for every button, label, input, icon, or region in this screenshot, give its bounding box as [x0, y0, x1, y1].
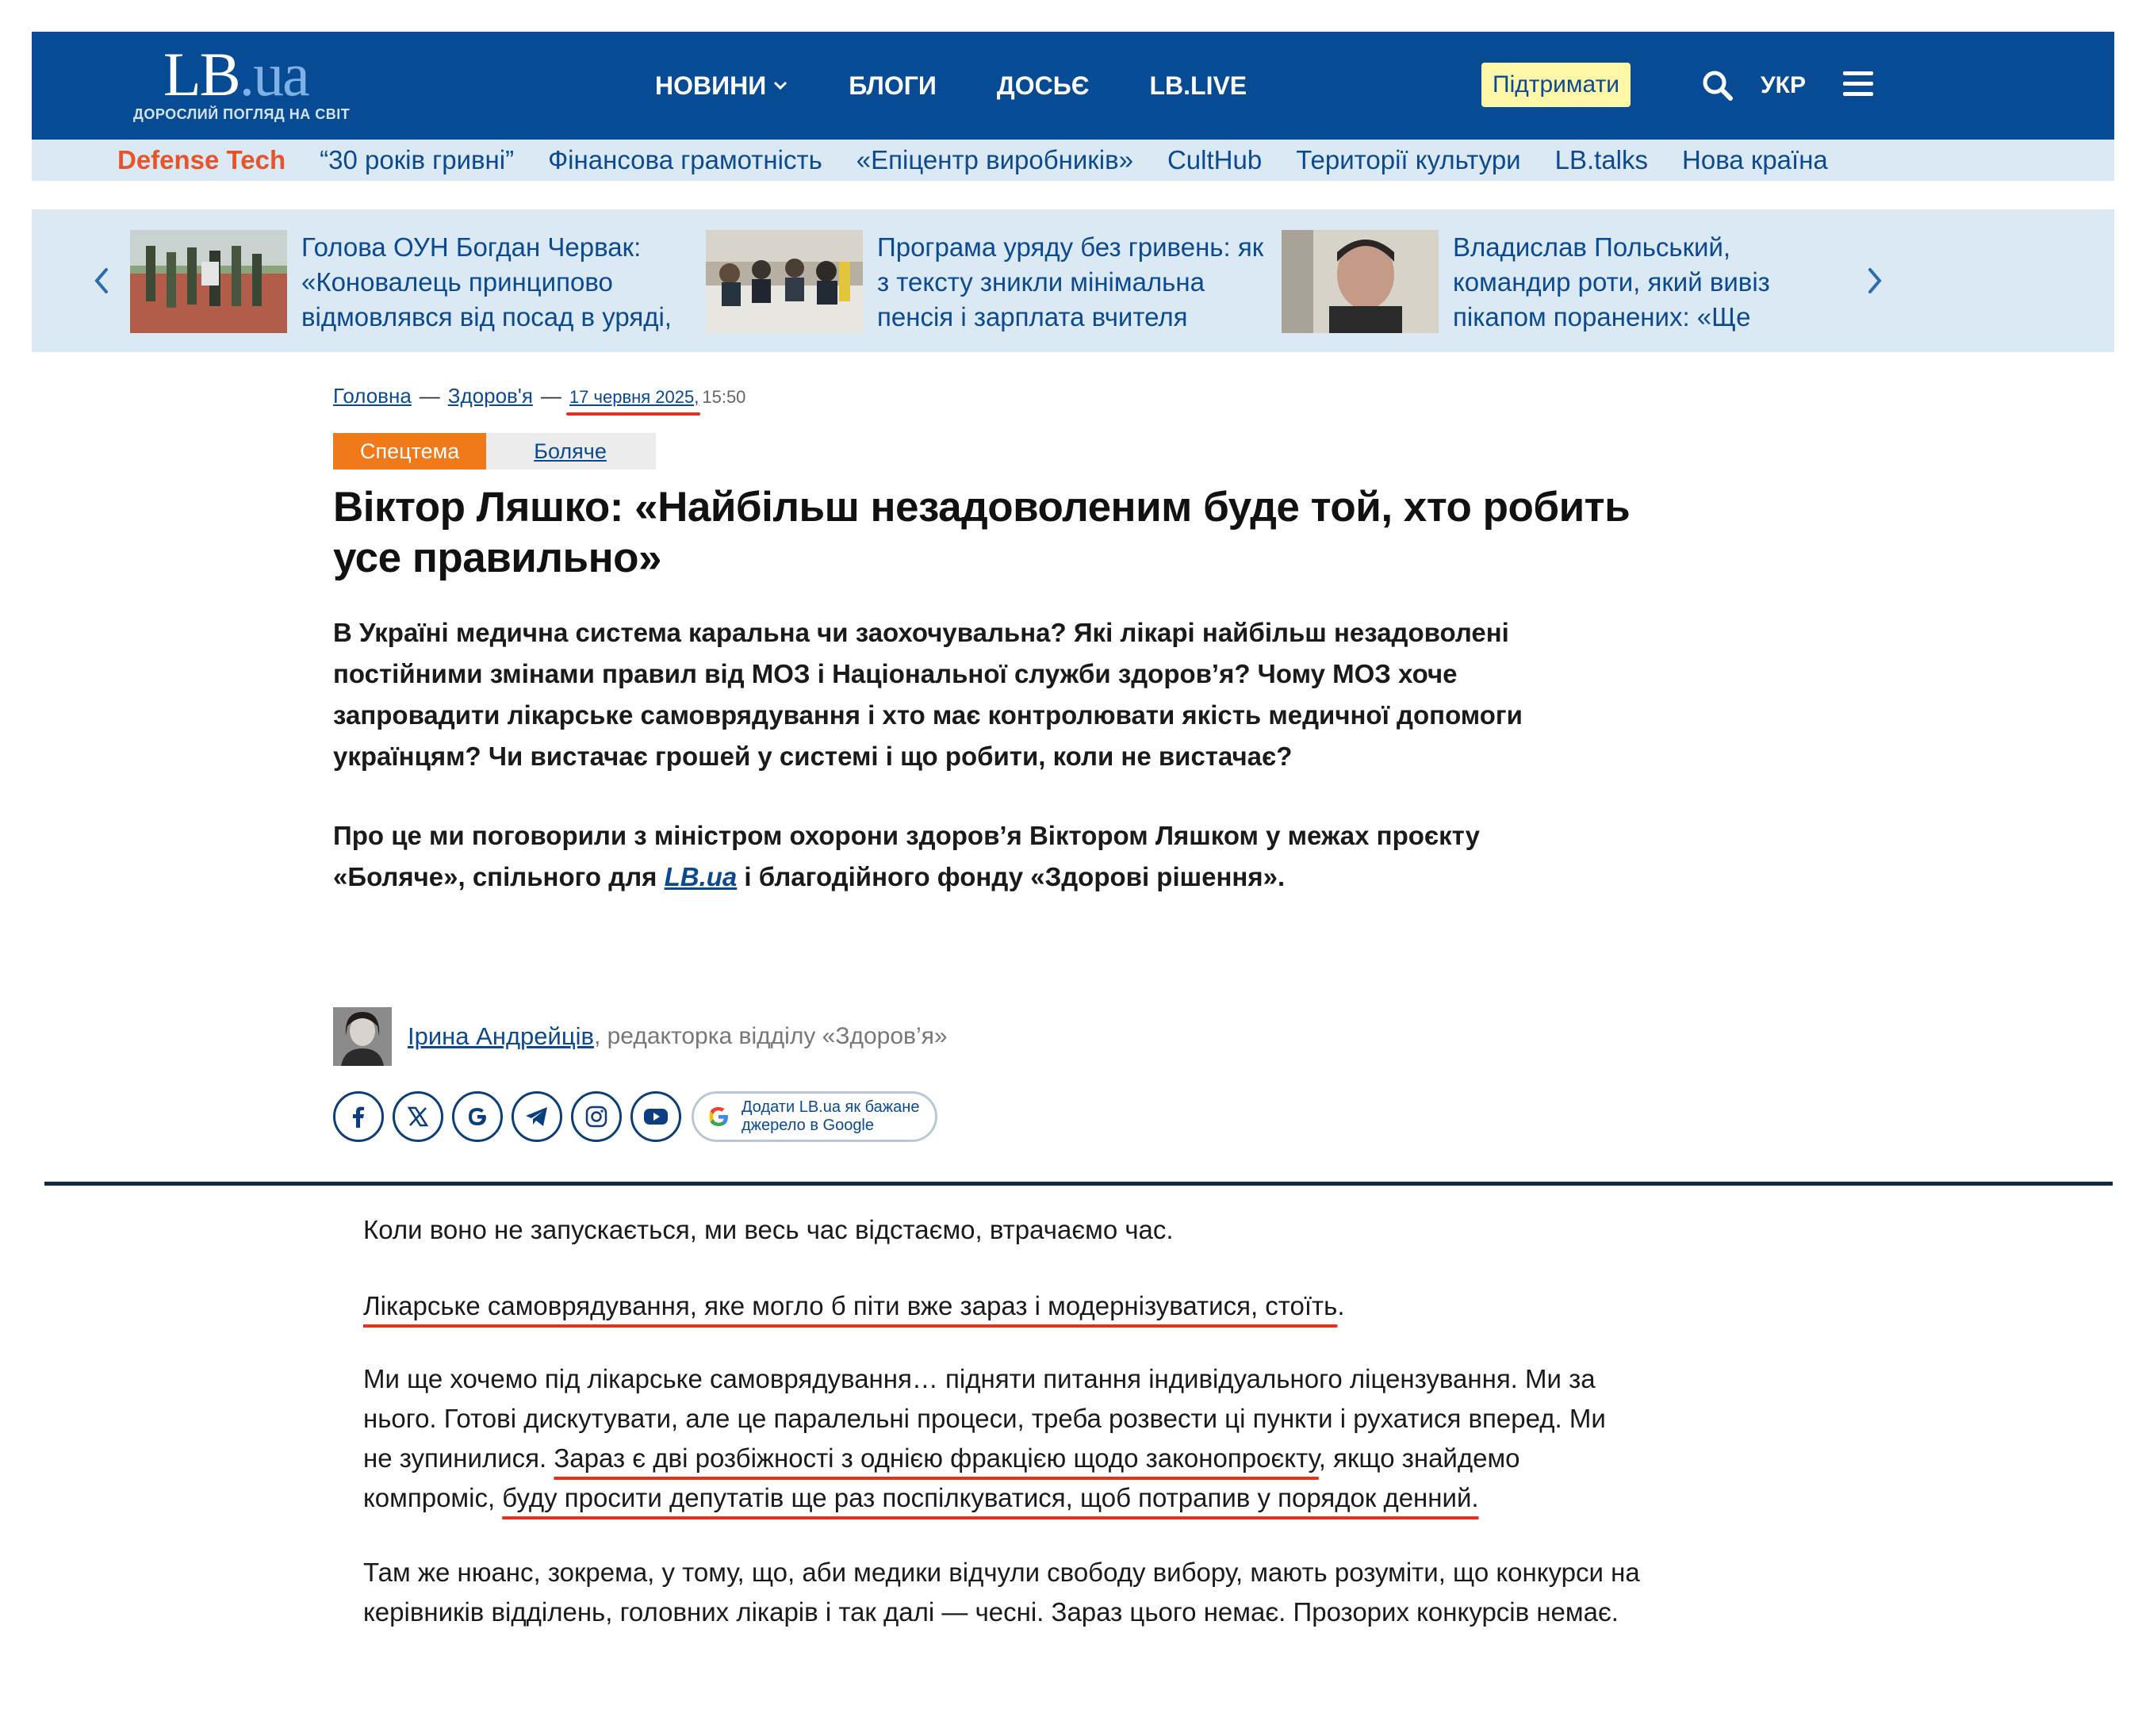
google-source-line2: джерело в Google [742, 1117, 875, 1134]
site-header [32, 32, 2114, 140]
youtube-icon [643, 1106, 669, 1127]
facebook-icon [347, 1105, 370, 1129]
body-paragraph [363, 1359, 1640, 1518]
section-divider [44, 1182, 2113, 1186]
card-title: Програма уряду без гривень: як з тексту зникли мінімальна пенсія і зарплата вчителя [877, 232, 1264, 331]
share-telegram-button[interactable] [512, 1091, 562, 1142]
card-thumbnail [130, 230, 287, 333]
paragraph-text: , якщо знайдемо компроміс, [363, 1443, 1520, 1512]
card-thumbnail [1282, 230, 1439, 333]
topics-bar [32, 140, 2114, 181]
google-preferred-source-button[interactable] [692, 1091, 937, 1142]
telegram-icon [524, 1105, 550, 1129]
nav-lb-live[interactable]: LB.LIVE [1149, 71, 1247, 100]
menu-button[interactable] [1841, 68, 1875, 100]
share-bar [333, 1091, 937, 1142]
author-block [333, 1007, 948, 1066]
author-role: , редакторка відділу «Здоров’я» [593, 1023, 948, 1049]
breadcrumb-separator: — [419, 384, 440, 408]
site-logo[interactable] [133, 40, 351, 125]
lb-ua-link[interactable]: LB.ua [664, 862, 738, 891]
logo-tagline: ДОРОСЛИЙ ПОГЛЯД НА СВІТ [133, 106, 351, 122]
nav-news-label: НОВИНИ [655, 71, 767, 100]
topic-new-country[interactable]: Нова країна [1682, 145, 1828, 174]
nav-dossier[interactable]: ДОСЬЄ [996, 71, 1090, 100]
publish-date[interactable]: 17 червня 2025, [569, 387, 699, 407]
breadcrumb-home[interactable]: Головна [333, 384, 412, 408]
highlighted-text: Лікарське самоврядування, яке могло б піти вже зараз і модернізуватися, стоїть [363, 1291, 1338, 1320]
highlighted-text: Зараз є дві розбіжності з однією фракцією щодо законопроєкту [554, 1443, 1319, 1473]
topic-culthub[interactable]: CultHub [1167, 145, 1263, 174]
topic-financial-literacy[interactable]: Фінансова грамотність [548, 145, 822, 174]
topic-culture-territories[interactable]: Території культури [1296, 145, 1521, 174]
nav-blogs[interactable]: БЛОГИ [849, 71, 937, 100]
google-source-line1: Додати LB.ua як бажане [742, 1098, 920, 1116]
share-x-button[interactable] [393, 1091, 443, 1142]
share-youtube-button[interactable] [630, 1091, 681, 1142]
topic-epicentr[interactable]: «Епіцентр виробників» [856, 145, 1133, 174]
topic-defense-tech[interactable]: Defense Tech [117, 145, 286, 174]
project-tag[interactable]: Боляче [486, 433, 656, 469]
chevron-right-icon [1859, 259, 1891, 303]
x-icon [407, 1106, 429, 1128]
nav-news[interactable] [655, 71, 788, 101]
publish-time: 15:50 [702, 387, 746, 407]
card-title: Голова ОУН Богдан Червак: «Коновалець принципово відмовлявся від посад в уряді, [301, 232, 672, 331]
article-lead: В Україні медична система каральна чи заохочувальна? Які лікарі найбільш незадоволені постійними змінами правил від МОЗ і Національної служби здоров’я? Чому МОЗ хоче запровадити лікарське самоврядування і хто має контролювати якість медичної допомоги українцям? Чи вистачає грошей у системі і що робити, коли не вистачає? [333, 618, 1523, 771]
avatar [333, 1007, 392, 1066]
highlighted-text: буду просити депутатів ще раз поспілкуватися, щоб потрапив у порядок денний. [502, 1483, 1479, 1512]
body-paragraph: Там же нюанс, зокрема, у тому, що, аби медики відчули свободу вибору, мають розуміти, що конкурси на керівників відділень, головних лікарів і так далі — чесні. Зараз цього немає. Прозорих конкурсів немає. [363, 1558, 1640, 1627]
chevron-left-icon [86, 259, 117, 303]
google-g-icon [707, 1105, 730, 1129]
paragraph-text: Ми ще хочемо під лікарське самоврядування… підняти питання індивідуального ліцензування. Ми за нього. Готові дискутувати, але це паралельні процеси, треба розвести ці пункти і рухатися вперед. Ми не зупинилися. [363, 1364, 1606, 1473]
language-switch[interactable]: УКР [1761, 72, 1806, 98]
main-nav [655, 32, 1307, 140]
body-paragraph [363, 1286, 1640, 1326]
breadcrumb-section[interactable]: Здоров'я [447, 384, 533, 408]
support-button[interactable]: Підтримати [1481, 63, 1631, 107]
search-icon [1699, 67, 1737, 105]
breadcrumb-separator: — [540, 384, 561, 408]
topic-30-years-hryvnia[interactable]: “30 років гривні” [320, 145, 515, 174]
share-google-button[interactable] [452, 1091, 503, 1142]
share-facebook-button[interactable] [333, 1091, 384, 1142]
topic-lb-talks[interactable]: LB.talks [1554, 145, 1649, 174]
article-tags [333, 433, 656, 469]
author-name[interactable]: Ірина Андрейців [408, 1022, 594, 1050]
google-icon [466, 1105, 489, 1129]
card-title: Владислав Польський, командир роти, який вивіз пікапом поранених: «Ще [1453, 232, 1770, 331]
article-lead-project [333, 815, 1618, 898]
paragraph-text: . [1337, 1291, 1345, 1320]
carousel-prev-button[interactable] [86, 259, 117, 303]
chevron-down-icon [772, 80, 788, 91]
lead-text: Про це ми поговорили з міністром охорони здоров’я Віктором Ляшком у межах проєкту «Боляче», спільного для [333, 821, 1480, 891]
logo-wordmark: LB.ua [163, 40, 308, 109]
google-source-label [742, 1098, 919, 1135]
news-carousel [32, 209, 2114, 352]
special-topic-badge[interactable]: Спецтема [333, 433, 486, 469]
breadcrumb [333, 384, 745, 408]
hamburger-icon [1841, 68, 1875, 100]
card-thumbnail [706, 230, 863, 333]
article-headline: Віктор Ляшко: «Найбільш незадоволеним буде той, хто робить усе правильно» [333, 484, 1631, 581]
search-button[interactable] [1699, 67, 1737, 105]
carousel-next-button[interactable] [1859, 259, 1891, 303]
share-instagram-button[interactable] [571, 1091, 622, 1142]
instagram-icon [584, 1105, 608, 1129]
body-paragraph: Коли воно не запускається, ми весь час відстаємо, втрачаємо час. [363, 1215, 1174, 1244]
lead-text: і благодійного фонду «Здорові рішення». [737, 862, 1286, 891]
